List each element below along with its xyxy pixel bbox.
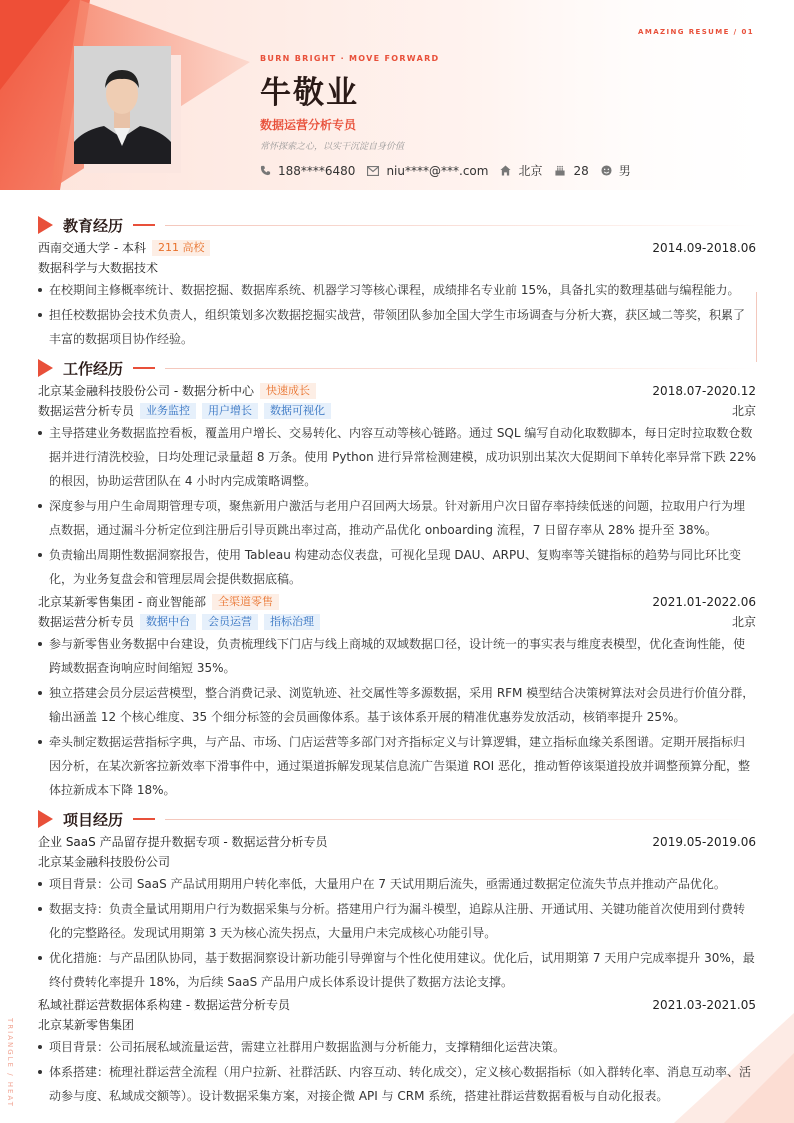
smile-icon <box>601 165 612 176</box>
job-row <box>38 381 756 401</box>
list-item: 独立搭建会员分层运营模型，整合消费记录、浏览轨迹、社交属性等多源数据，采用 RFM 模型结合决策树算法对会员进行价值分群，输出涵盖 12 个核心维度、35 个细分标签的会员画像体系。基于该体系开展的精准优惠券发放活动，核销率提升 25%。 <box>38 681 756 729</box>
mail-icon <box>367 166 379 176</box>
list-item: 优化措施：与产品团队协同，基于数据洞察设计新功能引导弹窗与个性化使用建议。优化后，试用期第 7 天用户完成率提升 30%，最终付费转化率提升 18%，为后续 SaaS 产品用户成长体系设计提供了数据方法论支撑。 <box>38 946 756 994</box>
resume-body <box>38 208 756 1109</box>
side-label: TRIANGLE / HEAT <box>6 1018 14 1108</box>
page-label: AMAZING RESUME / 01 <box>638 28 754 36</box>
title-line <box>165 819 756 820</box>
education-heading: 教育经历 <box>63 216 124 235</box>
job-title: 数据运营分析专员 <box>260 118 357 132</box>
project-date: 2021.03-2021.05 <box>652 998 756 1012</box>
skill-tag: 用户增长 <box>202 403 258 419</box>
motto: 常怀探索之心，以实干沉淀自身价值 <box>260 142 405 152</box>
title-dash <box>133 224 155 226</box>
contact-email-text: niu****@***.com <box>386 163 489 178</box>
contact-list <box>260 162 643 179</box>
title-line <box>165 368 756 369</box>
project-company-row <box>38 852 756 872</box>
project-company: 北京某金融科技股份公司 <box>38 855 171 869</box>
projects-heading: 项目经历 <box>63 810 124 829</box>
contact-city <box>500 162 542 179</box>
title-line <box>165 225 756 226</box>
section-projects-title <box>38 806 756 832</box>
cake-icon <box>554 165 566 176</box>
job-role: 数据运营分析专员 <box>38 404 135 418</box>
job-tag: 快速成长 <box>260 383 316 399</box>
project-name: 私域社群运营数据体系构建 - 数据运营分析专员 <box>38 998 290 1012</box>
section-work-title <box>38 355 756 381</box>
list-item: 担任校数据协会技术负责人，组织策划多次数据挖掘实战营，带领团队参加全国大学生市场调查与分析大赛，获区域二等奖，积累了丰富的数据项目协作经验。 <box>38 303 756 351</box>
contact-gender <box>601 162 631 179</box>
project-date: 2019.05-2019.06 <box>652 835 756 849</box>
school-tag: 211 高校 <box>152 240 211 256</box>
contact-age <box>554 164 588 178</box>
job-company: 北京某金融科技股份公司 - 数据分析中心 <box>38 384 254 398</box>
job-date: 2021.01-2022.06 <box>652 595 756 609</box>
skill-tag: 数据中台 <box>140 614 196 630</box>
education-date: 2014.09-2018.06 <box>652 241 756 255</box>
job-role-row <box>38 401 756 421</box>
contact-gender-text: 男 <box>618 164 631 178</box>
contact-city-text: 北京 <box>518 164 543 178</box>
job-bullets <box>38 421 756 591</box>
education-row <box>38 238 756 258</box>
list-item: 项目背景：公司 SaaS 产品试用期用户转化率低，大量用户在 7 天试用期后流失，亟需通过数据定位流失节点并推动产品优化。 <box>38 872 756 896</box>
list-item: 深度参与用户生命周期管理专项，聚焦新用户激活与老用户召回两大场景。针对新用户次日留存率持续低迷的问题，拉取用户行为埋点数据，通过漏斗分析定位到注册后引导页跳出率过高，推动产品优化 onboarding 流程，7 日留存率从 28% 提升至 38%。 <box>38 494 756 542</box>
skill-tag: 数据可视化 <box>264 403 331 419</box>
triangle-icon <box>38 216 53 234</box>
skill-tag: 指标治理 <box>264 614 320 630</box>
contact-phone <box>260 164 355 178</box>
title-dash <box>133 367 155 369</box>
contact-phone-text: 188****6480 <box>278 163 356 178</box>
decorative-line <box>756 292 757 362</box>
contact-email <box>367 164 488 178</box>
list-item: 在校期间主修概率统计、数据挖掘、数据库系统、机器学习等核心课程，成绩排名专业前 15%，具备扎实的数理基础与编程能力。 <box>38 278 756 302</box>
job-role-row <box>38 612 756 632</box>
job-role: 数据运营分析专员 <box>38 615 135 629</box>
section-education-title <box>38 212 756 238</box>
list-item: 体系搭建：梳理社群运营全流程（用户拉新、社群活跃、内容互动、转化成交），定义核心数据指标（如入群转化率、消息互动率、活动参与度、私域成交额等）。设计数据采集方案，对接企微 API 与 CRM 系统，搭建社群运营数据看板与自动化报表。 <box>38 1060 756 1108</box>
work-heading: 工作经历 <box>63 359 124 378</box>
skill-tag: 业务监控 <box>140 403 196 419</box>
home-icon <box>500 165 511 176</box>
project-company-row <box>38 1015 756 1035</box>
major: 数据科学与大数据技术 <box>38 261 159 275</box>
triangle-icon <box>38 810 53 828</box>
job-bullets <box>38 632 756 802</box>
list-item: 负责输出周期性数据洞察报告，使用 Tableau 构建动态仪表盘，可视化呈现 DAU、ARPU、复购率等关键指标的趋势与同比环比变化，为业务复盘会和管理层周会提供数据底稿。 <box>38 543 756 591</box>
project-row <box>38 995 756 1015</box>
list-item: 主导搭建业务数据监控看板，覆盖用户增长、交易转化、内容互动等核心链路。通过 SQL 编写自动化取数脚本，每日定时拉取数仓数据并进行清洗校验，日均处理记录量超 8 万条。使用 Python 进行异常检测建模，成功识别出某次大促期间下单转化率异常下跌 22% 的根因，协助运营团队在 4 小时内完成策略调整。 <box>38 421 756 493</box>
list-item: 项目背景：公司拓展私域流量运营，需建立社群用户数据监测与分析能力，支撑精细化运营决策。 <box>38 1035 756 1059</box>
name: 牛敬业 <box>260 75 359 111</box>
avatar <box>74 46 171 164</box>
job-location: 北京 <box>731 615 756 629</box>
phone-icon <box>260 165 271 176</box>
list-item: 数据支持：负责全量试用期用户行为数据采集与分析。搭建用户行为漏斗模型，追踪从注册、开通试用、关键功能首次使用到付费转化的完整路径。发现试用期第 3 天为核心流失拐点，大量用户未完成核心功能引导。 <box>38 897 756 945</box>
triangle-icon <box>38 359 53 377</box>
project-row <box>38 832 756 852</box>
job-location: 北京 <box>731 404 756 418</box>
project-bullets <box>38 872 756 994</box>
school-name: 西南交通大学 - 本科 <box>38 241 146 255</box>
title-dash <box>133 818 155 820</box>
contact-age-text: 28 <box>573 163 589 178</box>
project-bullets <box>38 1035 756 1108</box>
slogan: BURN BRIGHT · MOVE FORWARD <box>260 54 440 63</box>
job-row <box>38 592 756 612</box>
major-row <box>38 258 756 278</box>
job-company: 北京某新零售集团 - 商业智能部 <box>38 595 206 609</box>
job-date: 2018.07-2020.12 <box>652 384 756 398</box>
list-item: 牵头制定数据运营指标字典，与产品、市场、门店运营等多部门对齐指标定义与计算逻辑，建立指标血缘关系图谱。定期开展指标归因分析，在某次新客拉新效率下滑事件中，通过渠道拆解发现某信息流广告渠道 ROI 恶化，推动暂停该渠道投放并调整预算分配，整体拉新成本下降 18%。 <box>38 730 756 802</box>
education-bullets <box>38 278 756 351</box>
header-info <box>260 54 439 152</box>
project-name: 企业 SaaS 产品留存提升数据专项 - 数据运营分析专员 <box>38 835 328 849</box>
list-item: 参与新零售业务数据中台建设，负责梳理线下门店与线上商城的双域数据口径，设计统一的事实表与维度表模型，优化查询性能，使跨域数据查询响应时间缩短 35%。 <box>38 632 756 680</box>
job-tag: 全渠道零售 <box>212 594 279 610</box>
skill-tag: 会员运营 <box>202 614 258 630</box>
project-company: 北京某新零售集团 <box>38 1018 135 1032</box>
